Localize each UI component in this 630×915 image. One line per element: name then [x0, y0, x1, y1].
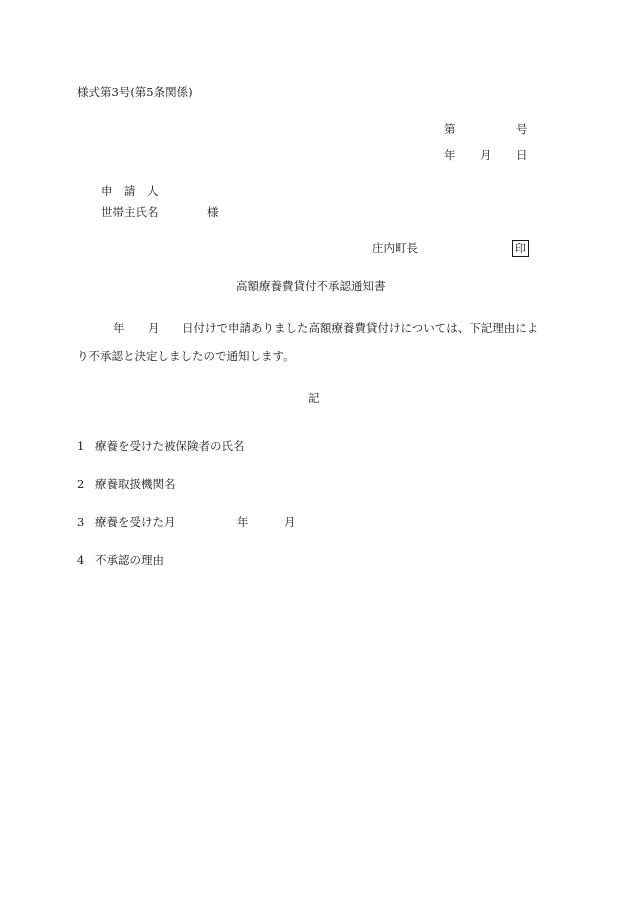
date-year: 年	[444, 148, 456, 162]
item-3-year: 年	[237, 515, 249, 529]
doc-number-suffix: 号	[516, 122, 528, 136]
body-line1-rest: 日付けで申請ありました高額療養費貸付けについては、下記理由によ	[182, 321, 539, 335]
item-4-number: 4	[77, 553, 85, 567]
body-month: 月	[148, 321, 160, 335]
householder-label: 世帯主氏名	[101, 205, 159, 219]
item-1-number: 1	[77, 439, 85, 453]
issuer-title: 庄内町長	[372, 241, 418, 255]
ki-heading: 記	[308, 391, 320, 405]
item-2-number: 2	[77, 477, 85, 491]
doc-number-prefix: 第	[444, 122, 456, 136]
honorific: 様	[207, 205, 219, 219]
seal-mark: 印	[512, 240, 529, 257]
doc-title: 高額療養費貸付不承認通知書	[236, 279, 386, 293]
applicant-label: 申 請 人	[101, 184, 159, 198]
date-day: 日	[516, 148, 528, 162]
item-2-label: 療養取扱機関名	[95, 477, 176, 491]
item-1-label: 療養を受けた被保険者の氏名	[95, 439, 245, 453]
item-3-label: 療養を受けた月	[95, 515, 176, 529]
item-3-month: 月	[284, 515, 296, 529]
item-3-number: 3	[77, 515, 85, 529]
item-4-label: 不承認の理由	[95, 553, 164, 567]
body-line2: り不承認と決定しましたので通知します。	[77, 349, 295, 363]
body-year: 年	[113, 321, 125, 335]
date-month: 月	[480, 148, 492, 162]
form-label: 様式第3号(第5条関係)	[77, 85, 193, 99]
